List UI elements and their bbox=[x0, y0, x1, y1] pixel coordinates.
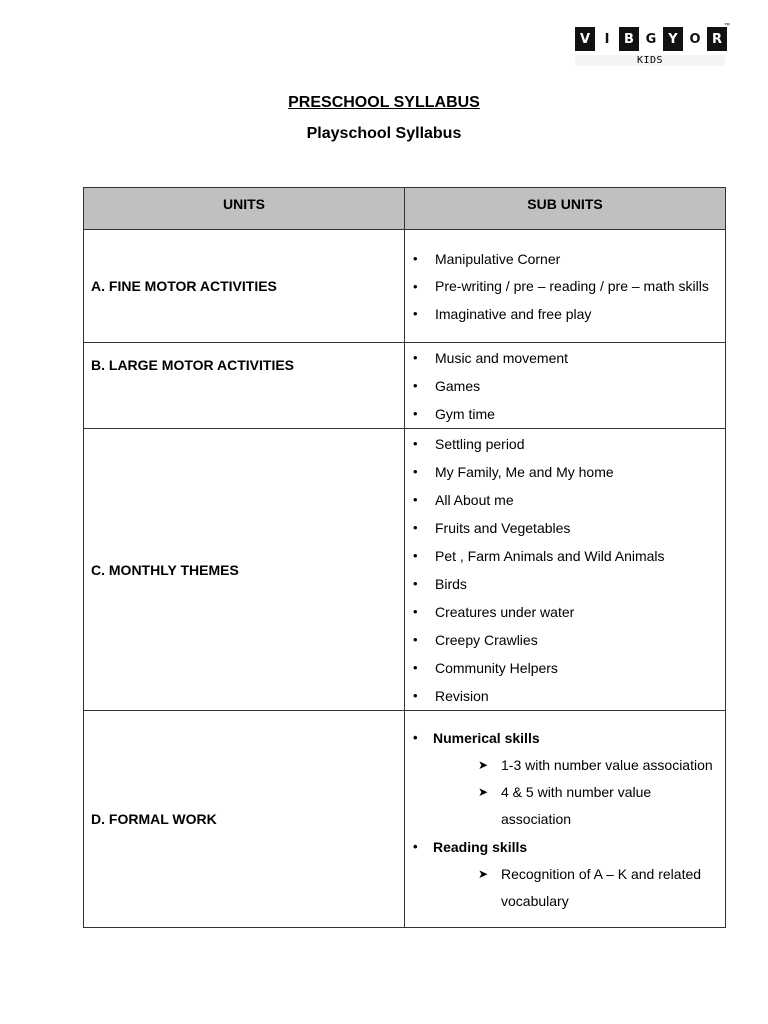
sub-unit-list bbox=[405, 245, 725, 328]
arrow-bullet-icon: ➤ bbox=[478, 784, 489, 799]
document-title bbox=[0, 94, 768, 112]
syllabus-table bbox=[83, 187, 726, 928]
list-item: • Creepy Crawlies bbox=[405, 626, 725, 654]
arrow-bullet-icon: ➤ bbox=[478, 757, 489, 772]
logo-letters bbox=[575, 27, 730, 51]
document-subtitle: Playschool Syllabus bbox=[306, 125, 462, 142]
list-item bbox=[405, 752, 725, 779]
logo-letter-o: O bbox=[685, 27, 705, 51]
table-row bbox=[84, 343, 726, 429]
logo-letter-v: V bbox=[575, 27, 595, 51]
table-row bbox=[84, 711, 726, 928]
logo-subtext: KIDS bbox=[575, 55, 725, 66]
list-item: • Gym time bbox=[405, 400, 725, 428]
list-item: • Fruits and Vegetables bbox=[405, 514, 725, 542]
header-sub-units: SUB UNITS bbox=[405, 188, 726, 230]
list-item: • Pet , Farm Animals and Wild Animals bbox=[405, 542, 725, 570]
list-item: • Settling period bbox=[405, 430, 725, 458]
list-item: • Manipulative Corner bbox=[405, 245, 725, 273]
trademark-symbol: ™ bbox=[724, 23, 730, 29]
document-title-text: PRESCHOOL SYLLABUS bbox=[288, 94, 480, 111]
unit-cell bbox=[84, 343, 405, 429]
logo-letter-r: R bbox=[707, 27, 727, 51]
table-row bbox=[84, 230, 726, 343]
list-item-text: Recognition of A – K and related vocabulary bbox=[501, 865, 702, 909]
numerical-skills-list bbox=[405, 752, 725, 833]
numerical-skills-heading: • Numerical skills bbox=[405, 724, 725, 752]
list-item: • Pre-writing / pre – reading / pre – math skills bbox=[405, 273, 725, 300]
list-item bbox=[405, 779, 725, 833]
list-item: • My Family, Me and My home bbox=[405, 458, 725, 486]
unit-cell: A. FINE MOTOR ACTIVITIES bbox=[84, 230, 405, 343]
list-item: • Games bbox=[405, 372, 725, 400]
list-item: • Community Helpers bbox=[405, 654, 725, 682]
list-item: • Birds bbox=[405, 570, 725, 598]
logo-letter-y: Y bbox=[663, 27, 683, 51]
list-item: • Imaginative and free play bbox=[405, 300, 725, 328]
logo-letter-i: I bbox=[597, 27, 617, 51]
sub-unit-list bbox=[405, 344, 725, 428]
sub-units-cell bbox=[405, 429, 726, 711]
table-header-row bbox=[84, 188, 726, 230]
sub-units-cell bbox=[405, 711, 726, 928]
list-item-text: 4 & 5 with number value association bbox=[501, 783, 652, 827]
logo-letter-b: B bbox=[619, 27, 639, 51]
header-units: UNITS bbox=[84, 188, 405, 230]
reading-skills-list bbox=[405, 861, 725, 915]
sub-unit-list bbox=[405, 833, 725, 861]
vibgyor-kids-logo bbox=[575, 23, 730, 71]
table-row bbox=[84, 429, 726, 711]
list-item: • Creatures under water bbox=[405, 598, 725, 626]
unit-cell: C. MONTHLY THEMES bbox=[84, 429, 405, 711]
sub-units-cell bbox=[405, 343, 726, 429]
list-item: • Revision bbox=[405, 682, 725, 710]
list-item bbox=[405, 861, 725, 915]
sub-units-cell bbox=[405, 230, 726, 343]
list-item: • All About me bbox=[405, 486, 725, 514]
reading-skills-heading: • Reading skills bbox=[405, 833, 725, 861]
arrow-bullet-icon: ➤ bbox=[478, 866, 489, 881]
unit-cell: D. FORMAL WORK bbox=[84, 711, 405, 928]
unit-label: B. LARGE MOTOR ACTIVITIES bbox=[91, 357, 295, 373]
list-item: • Music and movement bbox=[405, 344, 725, 372]
logo-letter-g: G bbox=[641, 27, 661, 51]
list-item-text: 1-3 with number value association bbox=[501, 756, 713, 773]
sub-unit-list bbox=[405, 724, 725, 752]
sub-unit-list bbox=[405, 430, 725, 710]
